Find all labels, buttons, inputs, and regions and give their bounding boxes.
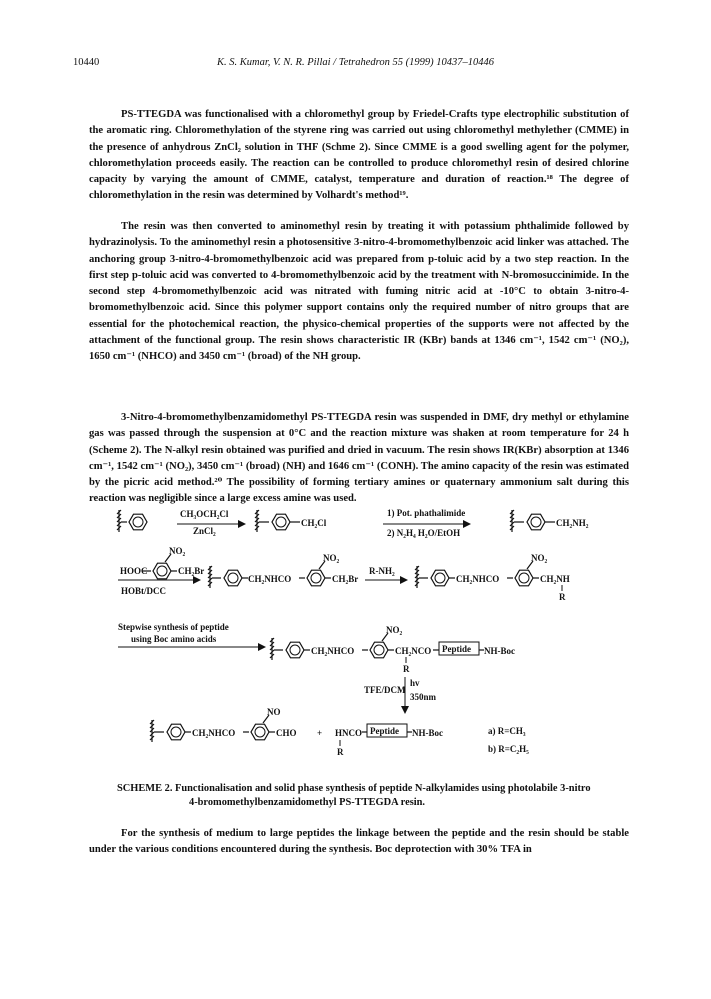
reagent-hydrazine: 2) N₂H₄ H₂O/EtOH <box>387 528 461 538</box>
resin-start <box>117 510 147 532</box>
plus-sign: + <box>317 728 323 738</box>
group-r: R <box>337 747 344 757</box>
caption-line-1: SCHEME 2. Functionalisation and solid phase synthesis of peptide N-alkylamides using photolabile 3-nitro <box>117 783 591 794</box>
group-r: R <box>403 664 410 674</box>
resin-linker <box>208 553 358 588</box>
page-number: 10440 <box>73 57 100 68</box>
reagent-tfe-dcm: TFE/DCM <box>364 685 406 695</box>
peptide-label: Peptide <box>442 644 471 654</box>
reaction-scheme <box>85 500 645 775</box>
paragraph-text: 3-Nitro-4-bromomethylbenzamidomethyl PS-TTEGDA resin was suspended in DMF, dry methyl or ethylamine gas was passed through the suspension at 0°C and the reaction mixture was shaken at room temperature for 24 h (Scheme 2). The N-alkyl resin obtained was purified and dried in vacuum. The resin shows IR(KBr) absorption at 1346 cm⁻¹, 1542 cm⁻¹ (NO₂), 3450 cm⁻¹ (broad) (NH) and 1646 cm⁻¹ (CONH). The amino capacity of the resin was estimated by the picric acid method.²⁰ The possibility of forming tertiary amines or quaternary ammonium salt during this reaction was negligible since a large excess amine was used. <box>89 412 629 505</box>
running-header <box>0 57 711 71</box>
resin-peptide <box>270 625 515 674</box>
group-amide: CH₂NHCO <box>311 646 355 656</box>
paragraph-text: For the synthesis of medium to large peptides the linkage between the peptide and the resin should be stable under the various conditions encountered during the synthesis. Boc deprotection with 30% TFA in <box>89 828 629 856</box>
group-no2: NO₂ <box>323 553 340 563</box>
reagent-stepwise: Stepwise synthesis of peptide <box>118 622 229 632</box>
resin-aldehyde <box>150 707 297 742</box>
caption-line-2: 4-bromomethylbenzamidomethyl PS-TTEGDA resin. <box>189 797 426 808</box>
paragraph-chloromethylation <box>89 107 629 205</box>
group-amide: CH₂NHCO <box>456 574 500 584</box>
group-ch2br: CH₂Br <box>178 566 205 576</box>
reagent-phthalimide: 1) Pot. phathalimide <box>387 508 466 518</box>
option-a: a) R=CH₃ <box>488 726 526 736</box>
group-hooc: HOOC <box>120 566 148 576</box>
peptide-label: Peptide <box>370 726 399 736</box>
resin-chloromethyl <box>255 510 327 532</box>
group-ch2nh: CH₂NH <box>540 574 570 584</box>
paragraph-linkage-stability <box>89 826 629 859</box>
group-ch2nco: CH₂NCO <box>395 646 432 656</box>
option-b: b) R=C₂H₅ <box>488 744 529 754</box>
group-ch2nh2: CH₂NH₂ <box>556 518 589 528</box>
group-ch2cl: CH₂Cl <box>301 518 327 528</box>
resin-n-alkyl <box>415 553 570 602</box>
reagent-zncl2: ZnCl₂ <box>193 526 216 536</box>
group-no2: NO₂ <box>531 553 548 563</box>
paragraph-n-alkyl-resin <box>89 410 629 508</box>
group-no2: NO₂ <box>386 625 403 635</box>
paragraph-text: PS-TTEGDA was functionalised with a chloromethyl group by Friedel-Crafts type electrophilic substitution of the aromatic ring. Chloromethylation of the styrene ring was carried out using chloromethyl methylether (CMME) in the presence of anhydrous ZnCl₂ solution in THF (Schme 2). Since CMME is a good swelling agent for the polymer, chloromethylation proceeds easily. The reaction can be controlled to produce chloromethyl resin of desired chlorine capacity by varying the amount of CMME, catalyst, temperature and duration of reaction.¹⁸ The degree of chloromethylation in the resin was determined by Volhardt's method¹⁹. <box>89 109 629 202</box>
group-no2: NO₂ <box>169 546 186 556</box>
group-boc: NH-Boc <box>412 728 443 738</box>
group-boc: NH-Boc <box>484 646 515 656</box>
reagent-hv: hv <box>410 678 420 688</box>
group-amide: CH₂NHCO <box>192 728 236 738</box>
reagent-hobt-dcc: HOBt/DCC <box>121 586 166 596</box>
group-ch2br: CH₂Br <box>332 574 359 584</box>
resin-aminomethyl <box>510 510 589 532</box>
linker-acid <box>120 546 204 579</box>
reagent-cmme: CH₃OCH₂Cl <box>180 509 229 519</box>
running-head: K. S. Kumar, V. N. R. Pillai / Tetrahedron 55 (1999) 10437–10446 <box>216 57 494 68</box>
reagent-boc-amino-acids: using Boc amino acids <box>131 634 217 644</box>
group-r: R <box>559 592 566 602</box>
scheme-caption <box>117 782 617 810</box>
group-amide: CH₂NHCO <box>248 574 292 584</box>
peptide-alkylamide <box>335 724 443 757</box>
reagent-amine: R-NH₂ <box>369 566 395 576</box>
group-hnco: HNCO <box>335 728 362 738</box>
paragraph-aminomethyl-resin <box>89 219 629 366</box>
paragraph-text: The resin was then converted to aminomethyl resin by treating it with potassium phthalimide followed by hydrazinolysis. To the aminomethyl resin a photosensitive 3-nitro-4-bromomethylbenzoic acid linker was attached. The anchoring group 3-nitro-4-bromomethylbenzoic acid was prepared from p-toluic acid by a two step reaction. In the first step p-toluic acid was converted to 4-bromomethylbenzoic acid by the treatment with N-bromosuccinimide. In the second step 4-bromomethylbenzoic acid was nitrated with fuming nitric acid at -10°C to obtain 3-nitro-4-bromomethylbenzoic acid. Since this polymer support contains only the required number of nitro groups that are essential for the photochemical reaction, the physico-chemical properties of the supports were not affected by the attachment of the functional group. The resin shows characteristic IR (KBr) bands at 1346 cm⁻¹, 1542 cm⁻¹ (NO₂), 1650 cm⁻¹ (NHCO) and 3450 cm⁻¹ (broad) of the NH group. <box>89 221 629 363</box>
reagent-350nm: 350nm <box>410 692 437 702</box>
group-no: NO <box>267 707 281 717</box>
group-cho: CHO <box>276 728 297 738</box>
